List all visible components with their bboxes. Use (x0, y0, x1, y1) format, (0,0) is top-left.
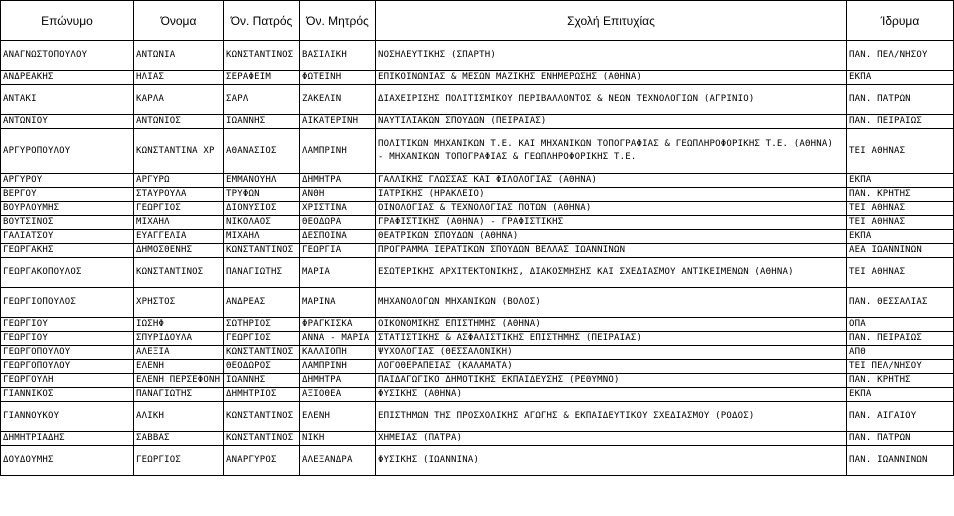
cell-institution: ΠΑΝ. ΚΡΗΤΗΣ (847, 188, 954, 202)
cell-mother-name: ΜΑΡΙΑ (300, 258, 376, 288)
cell-first-name: ΙΩΣΗΦ (134, 318, 224, 332)
table-row (1, 216, 954, 230)
cell-mother-name: ΧΡΙΣΤΙΝΑ (300, 202, 376, 216)
cell-father-name: ΝΙΚΟΛΑΟΣ (224, 216, 300, 230)
cell-father-name: ΚΩΝΣΤΑΝΤΙΝΟΣ (224, 346, 300, 360)
cell-school: ΜΗΧΑΝΟΛΟΓΩΝ ΜΗΧΑΝΙΚΩΝ (ΒΟΛΟΣ) (376, 288, 847, 318)
table-row (1, 174, 954, 188)
cell-surname: ΓΑΛΙΑΤΣΟΥ (1, 230, 134, 244)
cell-first-name: ΗΛΙΑΣ (134, 71, 224, 85)
cell-father-name: ΙΩΑΝΝΗΣ (224, 115, 300, 129)
table-row (1, 432, 954, 446)
cell-first-name: ΑΝΤΩΝΙΑ (134, 41, 224, 71)
cell-school: ΠΡΟΓΡΑΜΜΑ ΙΕΡΑΤΙΚΩΝ ΣΠΟΥΔΩΝ ΒΕΛΛΑΣ ΙΩΑΝΝΙΝΩΝ (376, 244, 847, 258)
table-row (1, 85, 954, 115)
cell-school: ΘΕΑΤΡΙΚΩΝ ΣΠΟΥΔΩΝ (ΑΘΗΝΑ) (376, 230, 847, 244)
cell-first-name: ΑΡΓΥΡΩ (134, 174, 224, 188)
cell-surname: ΒΕΡΓΟΥ (1, 188, 134, 202)
table-row (1, 446, 954, 476)
cell-surname: ΑΡΓΥΡΟΠΟΥΛΟΥ (1, 129, 134, 174)
cell-mother-name: ΑΝΘΗ (300, 188, 376, 202)
cell-first-name: ΣΠΥΡΙΔΟΥΛΑ (134, 332, 224, 346)
table-row (1, 288, 954, 318)
cell-father-name: ΚΩΝΣΤΑΝΤΙΝΟΣ (224, 41, 300, 71)
cell-first-name: ΚΑΡΛΑ (134, 85, 224, 115)
cell-first-name: ΣΑΒΒΑΣ (134, 432, 224, 446)
cell-surname: ΑΝΔΡΕΑΚΗΣ (1, 71, 134, 85)
table-row (1, 332, 954, 346)
cell-school: ΠΟΛΙΤΙΚΩΝ ΜΗΧΑΝΙΚΩΝ Τ.Ε. ΚΑΙ ΜΗΧΑΝΙΚΩΝ ΤΟΠΟΓΡΑΦΙΑΣ & ΓΕΩΠΛΗΡΟΦΟΡΙΚΗΣ Τ.Ε. (ΑΘΗΝΑ) - ΜΗΧΑΝΙΚΩΝ ΤΟΠΟΓΡΑΦΙΑΣ & ΓΕΩΠΛΗΡΟΦΟΡΙΚΗΣ Τ.Ε. (376, 129, 847, 174)
cell-mother-name: ΦΡΑΓΚΙΣΚΑ (300, 318, 376, 332)
cell-institution: ΠΑΝ. ΚΡΗΤΗΣ (847, 374, 954, 388)
cell-father-name: ΠΑΝΑΓΙΩΤΗΣ (224, 258, 300, 288)
table-row (1, 188, 954, 202)
cell-institution: ΑΕΑ ΙΩΑΝΝΙΝΩΝ (847, 244, 954, 258)
cell-surname: ΓΕΩΡΓΟΠΟΥΛΟΥ (1, 346, 134, 360)
cell-institution: ΤΕΙ ΑΘΗΝΑΣ (847, 129, 954, 174)
cell-first-name: ΓΕΩΡΓΙΟΣ (134, 202, 224, 216)
cell-surname: ΓΕΩΡΓΟΥΛΗ (1, 374, 134, 388)
cell-school: ΦΥΣΙΚΗΣ (ΙΩΑΝΝΙΝΑ) (376, 446, 847, 476)
cell-institution: ΠΑΝ. ΠΑΤΡΩΝ (847, 432, 954, 446)
cell-school: ΝΟΣΗΛΕΥΤΙΚΗΣ (ΣΠΑΡΤΗ) (376, 41, 847, 71)
cell-father-name: ΚΩΝΣΤΑΝΤΙΝΟΣ (224, 402, 300, 432)
cell-first-name: ΕΛΕΝΗ (134, 360, 224, 374)
cell-first-name: ΑΛΕΞΙΑ (134, 346, 224, 360)
cell-surname: ΓΕΩΡΓΑΚΗΣ (1, 244, 134, 258)
cell-surname: ΔΟΥΔΟΥΜΗΣ (1, 446, 134, 476)
cell-surname: ΑΝΤΑΚΙ (1, 85, 134, 115)
cell-institution: ΟΠΑ (847, 318, 954, 332)
cell-surname: ΓΕΩΡΓΟΠΟΥΛΟΥ (1, 360, 134, 374)
cell-institution: ΕΚΠΑ (847, 388, 954, 402)
cell-surname: ΓΙΑΝΝΙΚΟΣ (1, 388, 134, 402)
cell-surname: ΒΟΥΡΛΟΥΜΗΣ (1, 202, 134, 216)
table-row (1, 202, 954, 216)
cell-school: ΨΥΧΟΛΟΓΙΑΣ (ΘΕΣΣΑΛΟΝΙΚΗ) (376, 346, 847, 360)
cell-mother-name: ΝΙΚΗ (300, 432, 376, 446)
cell-father-name: ΑΝΔΡΕΑΣ (224, 288, 300, 318)
table-row (1, 129, 954, 174)
cell-father-name: ΘΕΟΔΩΡΟΣ (224, 360, 300, 374)
cell-first-name: ΑΛΙΚΗ (134, 402, 224, 432)
cell-mother-name: ΓΕΩΡΓΙΑ (300, 244, 376, 258)
cell-father-name: ΤΡΥΦΩΝ (224, 188, 300, 202)
cell-school: ΝΑΥΤΙΛΙΑΚΩΝ ΣΠΟΥΔΩΝ (ΠΕΙΡΑΙΑΣ) (376, 115, 847, 129)
table-row (1, 115, 954, 129)
cell-school: ΔΙΑΧΕΙΡΙΣΗΣ ΠΟΛΙΤΙΣΜΙΚΟΥ ΠΕΡΙΒΑΛΛΟΝΤΟΣ & ΝΕΩΝ ΤΕΧΝΟΛΟΓΙΩΝ (ΑΓΡΙΝΙΟ) (376, 85, 847, 115)
cell-institution: ΠΑΝ. ΠΑΤΡΩΝ (847, 85, 954, 115)
header-surname: Επώνυμο (1, 1, 134, 41)
cell-institution: ΠΑΝ. ΘΕΣΣΑΛΙΑΣ (847, 288, 954, 318)
header-institution: Ίδρυμα (847, 1, 954, 41)
cell-surname: ΔΗΜΗΤΡΙΑΔΗΣ (1, 432, 134, 446)
cell-school: ΕΠΙΣΤΗΜΩΝ ΤΗΣ ΠΡΟΣΧΟΛΙΚΗΣ ΑΓΩΓΗΣ & ΕΚΠΑΙΔΕΥΤΙΚΟΥ ΣΧΕΔΙΑΣΜΟΥ (ΡΟΔΟΣ) (376, 402, 847, 432)
cell-surname: ΑΝΑΓΝΩΣΤΟΠΟΥΛΟΥ (1, 41, 134, 71)
cell-school: ΛΟΓΟΘΕΡΑΠΕΙΑΣ (ΚΑΛΑΜΑΤΑ) (376, 360, 847, 374)
header-first-name: Όνομα (134, 1, 224, 41)
cell-institution: ΠΑΝ. ΑΙΓΑΙΟΥ (847, 402, 954, 432)
cell-father-name: ΚΩΝΣΤΑΝΤΙΝΟΣ (224, 432, 300, 446)
cell-institution: ΤΕΙ ΑΘΗΝΑΣ (847, 216, 954, 230)
cell-school: ΦΥΣΙΚΗΣ (ΑΘΗΝΑ) (376, 388, 847, 402)
cell-surname: ΑΝΤΩΝΙΟΥ (1, 115, 134, 129)
table-row (1, 230, 954, 244)
cell-father-name: ΜΙΧΑΗΛ (224, 230, 300, 244)
cell-mother-name: ΖΑΚΕΛΙΝ (300, 85, 376, 115)
table-row (1, 258, 954, 288)
cell-institution: ΑΠΘ (847, 346, 954, 360)
cell-mother-name: ΦΩΤΕΙΝΗ (300, 71, 376, 85)
header-school: Σχολή Επιτυχίας (376, 1, 847, 41)
cell-institution: ΠΑΝ. ΠΕΙΡΑΙΩΣ (847, 332, 954, 346)
cell-mother-name: ΜΑΡΙΝΑ (300, 288, 376, 318)
cell-surname: ΓΕΩΡΓΑΚΟΠΟΥΛΟΣ (1, 258, 134, 288)
cell-school: ΕΠΙΚΟΙΝΩΝΙΑΣ & ΜΕΣΩΝ ΜΑΖΙΚΗΣ ΕΝΗΜΕΡΩΣΗΣ (ΑΘΗΝΑ) (376, 71, 847, 85)
cell-first-name: ΜΙΧΑΗΛ (134, 216, 224, 230)
cell-mother-name: ΛΑΜΠΡΙΝΗ (300, 129, 376, 174)
cell-school: ΟΙΚΟΝΟΜΙΚΗΣ ΕΠΙΣΤΗΜΗΣ (ΑΘΗΝΑ) (376, 318, 847, 332)
cell-first-name: ΕΥΑΓΓΕΛΙΑ (134, 230, 224, 244)
table-row (1, 360, 954, 374)
table-row (1, 346, 954, 360)
cell-institution: ΠΑΝ. ΠΕΛ/ΝΗΣΟΥ (847, 41, 954, 71)
cell-mother-name: ΕΛΕΝΗ (300, 402, 376, 432)
cell-father-name: ΣΩΤΗΡΙΟΣ (224, 318, 300, 332)
cell-school: ΓΑΛΛΙΚΗΣ ΓΛΩΣΣΑΣ ΚΑΙ ΦΙΛΟΛΟΓΙΑΣ (ΑΘΗΝΑ) (376, 174, 847, 188)
cell-father-name: ΔΙΟΝΥΣΙΟΣ (224, 202, 300, 216)
cell-first-name: ΚΩΝΣΤΑΝΤΙΝΑ ΧΡ (134, 129, 224, 174)
table-row (1, 41, 954, 71)
header-row (1, 1, 954, 41)
cell-mother-name: ΒΑΣΙΛΙΚΗ (300, 41, 376, 71)
cell-mother-name: ΔΗΜΗΤΡΑ (300, 374, 376, 388)
cell-surname: ΓΙΑΝΝΟΥΚΟΥ (1, 402, 134, 432)
cell-first-name: ΕΛΕΝΗ ΠΕΡΣΕΦΟΝΗ (134, 374, 224, 388)
cell-mother-name: ΔΗΜΗΤΡΑ (300, 174, 376, 188)
table-row (1, 388, 954, 402)
cell-mother-name: ΘΕΟΔΩΡΑ (300, 216, 376, 230)
cell-surname: ΓΕΩΡΓΙΟΥ (1, 318, 134, 332)
header-mother-name: Όν. Μητρός (300, 1, 376, 41)
cell-institution: ΕΚΠΑ (847, 174, 954, 188)
cell-institution: ΕΚΠΑ (847, 230, 954, 244)
cell-first-name: ΓΕΩΡΓΙΟΣ (134, 446, 224, 476)
cell-first-name: ΠΑΝΑΓΙΩΤΗΣ (134, 388, 224, 402)
cell-first-name: ΣΤΑΥΡΟΥΛΑ (134, 188, 224, 202)
cell-mother-name: ΑΝΝΑ - ΜΑΡΙΑ (300, 332, 376, 346)
cell-mother-name: ΑΙΚΑΤΕΡΙΝΗ (300, 115, 376, 129)
cell-first-name: ΧΡΗΣΤΟΣ (134, 288, 224, 318)
cell-first-name: ΚΩΝΣΤΑΝΤΙΝΟΣ (134, 258, 224, 288)
cell-first-name: ΔΗΜΟΣΘΕΝΗΣ (134, 244, 224, 258)
cell-mother-name: ΑΛΕΞΑΝΔΡΑ (300, 446, 376, 476)
cell-surname: ΓΕΩΡΓΙΟΥ (1, 332, 134, 346)
cell-school: ΙΑΤΡΙΚΗΣ (ΗΡΑΚΛΕΙΟ) (376, 188, 847, 202)
cell-father-name: ΣΕΡΑΦΕΙΜ (224, 71, 300, 85)
cell-school: ΟΙΝΟΛΟΓΙΑΣ & ΤΕΧΝΟΛΟΓΙΑΣ ΠΟΤΩΝ (ΑΘΗΝΑ) (376, 202, 847, 216)
table-row (1, 318, 954, 332)
table-row (1, 71, 954, 85)
table-row (1, 402, 954, 432)
cell-father-name: ΔΗΜΗΤΡΙΟΣ (224, 388, 300, 402)
cell-surname: ΑΡΓΥΡΟΥ (1, 174, 134, 188)
cell-father-name: ΓΕΩΡΓΙΟΣ (224, 332, 300, 346)
cell-mother-name: ΑΞΙΟΘΕΑ (300, 388, 376, 402)
cell-father-name: ΣΑΡΛ (224, 85, 300, 115)
header-father-name: Όν. Πατρός (224, 1, 300, 41)
cell-father-name: ΙΩΑΝΝΗΣ (224, 374, 300, 388)
cell-mother-name: ΔΕΣΠΟΙΝΑ (300, 230, 376, 244)
cell-institution: ΕΚΠΑ (847, 71, 954, 85)
cell-father-name: ΑΝΑΡΓΥΡΟΣ (224, 446, 300, 476)
cell-school: ΧΗΜΕΙΑΣ (ΠΑΤΡΑ) (376, 432, 847, 446)
cell-father-name: ΑΘΑΝΑΣΙΟΣ (224, 129, 300, 174)
cell-mother-name: ΚΑΛΛΙΟΠΗ (300, 346, 376, 360)
cell-institution: ΤΕΙ ΠΕΛ/ΝΗΣΟΥ (847, 360, 954, 374)
cell-institution: ΠΑΝ. ΠΕΙΡΑΙΩΣ (847, 115, 954, 129)
cell-first-name: ΑΝΤΩΝΙΟΣ (134, 115, 224, 129)
cell-institution: ΤΕΙ ΑΘΗΝΑΣ (847, 202, 954, 216)
table-row (1, 374, 954, 388)
cell-surname: ΒΟΥΤΣΙΝΟΣ (1, 216, 134, 230)
cell-father-name: ΚΩΝΣΤΑΝΤΙΝΟΣ (224, 244, 300, 258)
cell-surname: ΓΕΩΡΓΙΟΠΟΥΛΟΣ (1, 288, 134, 318)
cell-school: ΣΤΑΤΙΣΤΙΚΗΣ & ΑΣΦΑΛΙΣΤΙΚΗΣ ΕΠΙΣΤΗΜΗΣ (ΠΕΙΡΑΙΑΣ) (376, 332, 847, 346)
table-row (1, 244, 954, 258)
cell-father-name: ΕΜΜΑΝΟΥΗΛ (224, 174, 300, 188)
table-body (1, 41, 954, 476)
cell-institution: ΤΕΙ ΑΘΗΝΑΣ (847, 258, 954, 288)
cell-mother-name: ΛΑΜΠΡΙΝΗ (300, 360, 376, 374)
cell-school: ΕΣΩΤΕΡΙΚΗΣ ΑΡΧΙΤΕΚΤΟΝΙΚΗΣ, ΔΙΑΚΟΣΜΗΣΗΣ ΚΑΙ ΣΧΕΔΙΑΣΜΟΥ ΑΝΤΙΚΕΙΜΕΝΩΝ (ΑΘΗΝΑ) (376, 258, 847, 288)
cell-institution: ΠΑΝ. ΙΩΑΝΝΙΝΩΝ (847, 446, 954, 476)
cell-school: ΠΑΙΔΑΓΩΓΙΚΟ ΔΗΜΟΤΙΚΗΣ ΕΚΠΑΙΔΕΥΣΗΣ (ΡΕΘΥΜΝΟ) (376, 374, 847, 388)
cell-school: ΓΡΑΦΙΣΤΙΚΗΣ (ΑΘΗΝΑ) - ΓΡΑΦΙΣΤΙΚΗΣ (376, 216, 847, 230)
